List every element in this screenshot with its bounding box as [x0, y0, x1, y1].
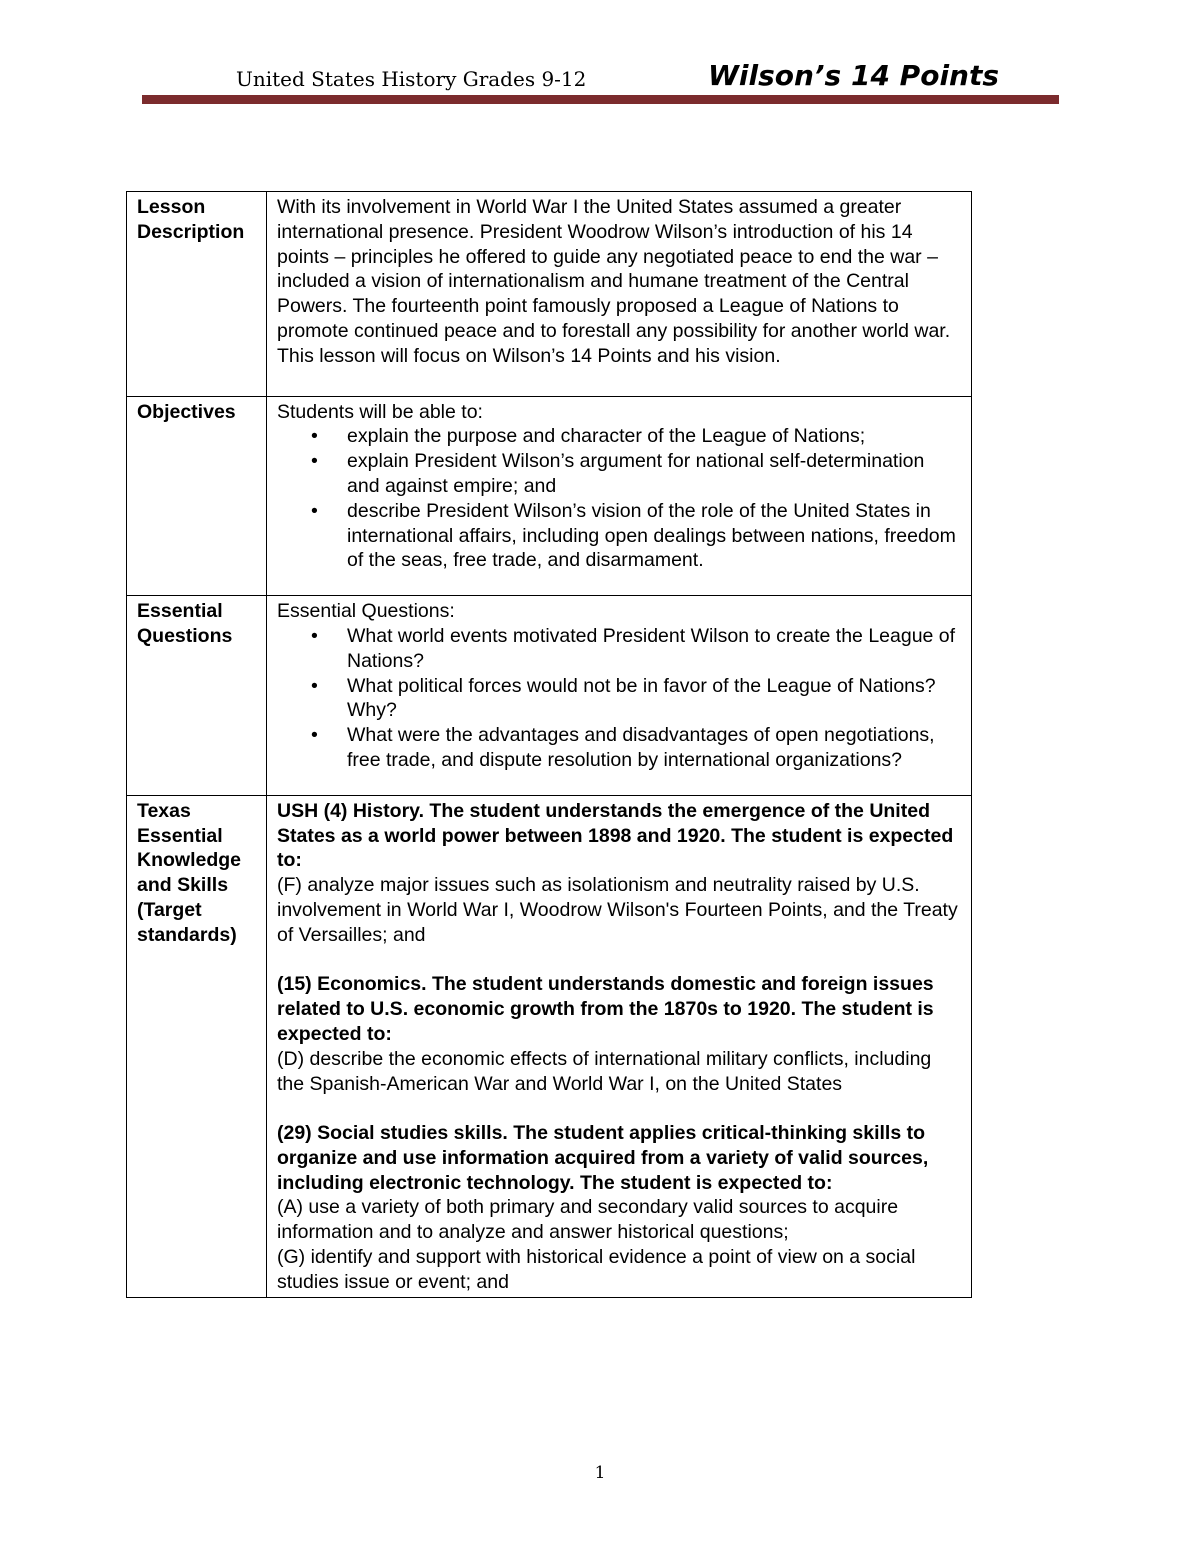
essential-questions-intro: Essential Questions:: [277, 600, 455, 623]
label-essential-questions: Essential Questions: [127, 596, 267, 796]
standard-line: (D) describe the economic effects of international military conflicts, including the Spanish-American War and World War I, on the United States: [277, 1047, 932, 1095]
bullet-icon: •: [311, 450, 318, 473]
list-item: [277, 499, 961, 573]
header-rule: [142, 95, 1059, 104]
course-title: United States History Grades 9-12: [236, 67, 587, 91]
standard-block-4: [277, 799, 961, 948]
question-text: What world events motivated President Wilson to create the League of Nations?: [347, 624, 956, 672]
page-header: [142, 55, 1059, 105]
label-lesson-description: Lesson Description: [127, 192, 267, 397]
objective-text: explain the purpose and character of the League of Nations;: [347, 425, 866, 448]
question-text: What were the advantages and disadvantages of open negotiations, free trade, and dispute resolution by international organizations?: [347, 724, 935, 771]
essential-questions-content: [267, 596, 972, 796]
row-lesson-description: [127, 192, 972, 397]
lesson-description-text: With its involvement in World War I the United States assumed a greater international presence. President Woodrow Wilson’s introduction of his 14 points – principles he offered to guide any negotiated peace to end the war – included a vision of internationalism and humane treatment of the Central Powers. The fourteenth point famously proposed a League of Nations to promote continued peace and to forestall any possibility for another world war. This lesson will focus on Wilson’s 14 Points and his vision.: [267, 192, 972, 397]
objectives-intro: Students will be able to:: [277, 400, 483, 423]
bullet-icon: •: [311, 624, 318, 647]
standard-block-15: [277, 972, 961, 1096]
page-number: 1: [594, 1463, 606, 1483]
teks-content: [267, 795, 972, 1297]
objective-text: explain President Wilson’s argument for national self-determination and against empire; and: [347, 450, 925, 497]
bullet-icon: •: [311, 674, 318, 697]
document-title: Wilson’s 14 Points: [708, 59, 1000, 92]
label-teks: Texas Essential Knowledge and Skills (Target standards): [127, 795, 267, 1297]
list-item: [277, 449, 961, 499]
standard-heading: (29) Social studies skills. The student applies critical-thinking skills to organize and use information acquired from a variety of valid sources, including electronic technology. The student is expected to:: [277, 1122, 929, 1194]
list-item: [277, 424, 961, 449]
lesson-plan-table: [126, 191, 972, 1298]
bullet-icon: •: [311, 724, 318, 747]
row-teks: [127, 795, 972, 1297]
standard-line: (F) analyze major issues such as isolationism and neutrality raised by U.S. involvement in World War I, Woodrow Wilson's Fourteen Points, and the Treaty of Versailles; and: [277, 874, 958, 946]
objective-text: describe President Wilson’s vision of the role of the United States in international affairs, including open dealings between nations, freedom of the seas, free trade, and disarmament.: [347, 499, 956, 572]
standard-block-29: [277, 1121, 961, 1295]
bullet-icon: •: [311, 425, 318, 448]
bullet-icon: •: [311, 499, 318, 522]
essential-questions-list: [277, 624, 961, 773]
list-item: [277, 624, 961, 674]
row-essential-questions: [127, 596, 972, 796]
standard-line: (A) use a variety of both primary and secondary valid sources to acquire information and to analyze and answer historical questions;: [277, 1196, 899, 1244]
standard-line: (G) identify and support with historical evidence a point of view on a social studies issue or event; and: [277, 1246, 916, 1293]
standard-heading: (15) Economics. The student understands domestic and foreign issues related to U.S. economic growth from the 1870s to 1920. The student is expected to:: [277, 973, 934, 1045]
question-text: What political forces would not be in favor of the League of Nations? Why?: [347, 674, 936, 722]
objectives-content: [267, 396, 972, 596]
label-objectives: Objectives: [127, 396, 267, 596]
list-item: [277, 723, 961, 773]
standard-heading: USH (4) History. The student understands the emergence of the United States as a world power between 1898 and 1920. The student is expected to:: [277, 799, 954, 872]
objectives-list: [277, 424, 961, 573]
row-objectives: [127, 396, 972, 596]
list-item: [277, 674, 961, 724]
